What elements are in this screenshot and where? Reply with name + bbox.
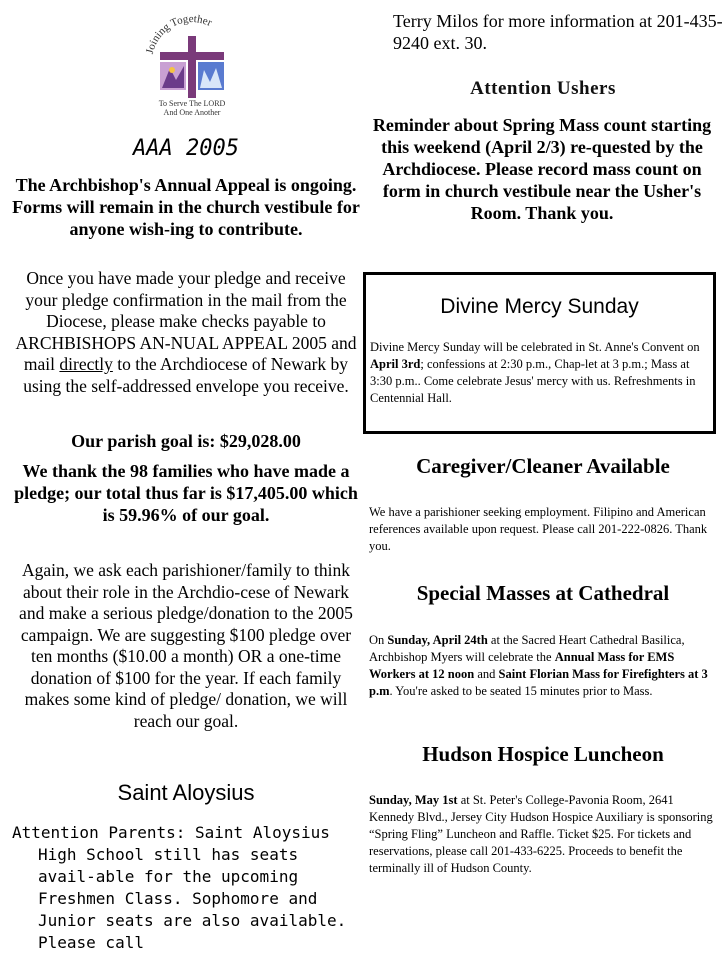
- aaa-intro: The Archbishop's Annual Appeal is ongoing. Forms will remain in the church vestibule for anyone wish-ing to contribute.: [12, 175, 360, 239]
- aaa-pledge-text-a: Once you have made your pledge and receive your pledge confirmation in the mail from the Diocese, please make checks payable to ARCHBISHOPS AN-NUAL APPEAL 2005 and mail: [15, 268, 357, 374]
- logo-tagline-2: And One Another: [163, 108, 221, 117]
- hospice-title: Hudson Hospice Luncheon: [422, 742, 664, 766]
- aaa-pledge-directly: directly: [59, 354, 113, 374]
- aaa-appeal-text: Again, we ask each parishioner/family to think about their role in the Archdio-cese of Newark and make a serious pledge/donation to the 2005 campaign. We are suggesting $100 pledge over ten months ($10.00 a month) OR a one-time donation of $100 for the year. If each family makes some kind of pledge/ donation, we will reach our goal.: [19, 560, 353, 731]
- hospice-text: at St. Peter's College-Pavonia Room, 2641 Kennedy Blvd., Jersey City Hudson Hospice Auxiliary is sponsoring “Spring Fling” Luncheon and Raffle. Ticket $25. For tickets and reservations, please call 201-433-6225. Proceeds to benefit the terminally ill of Hudson County.: [369, 793, 713, 875]
- aaa-pledge-instructions: [12, 268, 360, 397]
- cathedral-text-a: On: [369, 633, 388, 647]
- aaa-thanks: We thank the 98 families who have made a pledge; our total thus far is $17,405.00 which is 59.96% of our goal.: [14, 461, 358, 525]
- caregiver-body: We have a parishioner seeking employment. Filipino and American references available upon request. Please call 201-222-0826. Thank you.: [369, 505, 708, 553]
- hospice-date: Sunday, May 1st: [369, 793, 458, 807]
- parish-logo-icon: [142, 14, 242, 126]
- cathedral-ems-mass: Annual Mass for EMS Workers at 12 noon: [369, 650, 675, 681]
- cathedral-body: [369, 632, 721, 700]
- aloysius-first-line: Attention Parents: Saint Aloysius: [12, 823, 330, 842]
- divine-mercy-title: Divine Mercy Sunday: [440, 295, 639, 318]
- ushers-body: Reminder about Spring Mass count starting this weekend (April 2/3) re-quested by the Archdiocese. Please record mass count on form in church vestibule near the Usher's Room. Thank you.: [372, 115, 712, 223]
- divine-mercy-box: [363, 272, 716, 434]
- cathedral-florian-mass: Saint Florian Mass for Firefighters at 3 p.m: [369, 667, 708, 698]
- caregiver-title: Caregiver/Cleaner Available: [416, 454, 670, 478]
- hospice-body: [369, 792, 721, 877]
- parish-logo: [142, 14, 242, 126]
- cathedral-date: Sunday, April 24th: [387, 633, 488, 647]
- aaa-pledge-text-b: to the Archdiocese of Newark by using the self-addressed envelope you receive.: [23, 354, 349, 396]
- cathedral-text-b: at the Sacred Heart Cathedral Basilica, Archbishop Myers will celebrate the: [369, 633, 685, 664]
- svg-text:Joining Together: [144, 14, 214, 55]
- divine-mercy-text-b: ; confessions at 2:30 p.m., Chap-let at 3 p.m.; Mass at 3:30 p.m.. Come celebrate Jesus' mercy with us. Refreshments in Centennial Hall.: [370, 357, 696, 405]
- cathedral-title: Special Masses at Cathedral: [416, 581, 670, 605]
- divine-mercy-body: [370, 339, 709, 407]
- divine-mercy-text-a: Divine Mercy Sunday will be celebrated in St. Anne's Convent on: [370, 340, 700, 354]
- cathedral-text-c: and: [474, 667, 499, 681]
- ushers-title: Attention Ushers: [470, 78, 616, 99]
- cathedral-text-d: . You're asked to be seated 15 minutes prior to Mass.: [389, 684, 653, 698]
- aloysius-continued: Terry Milos for more information at 201-435-9240 ext. 30.: [393, 11, 723, 53]
- logo-arc-text: Joining Together: [143, 14, 214, 56]
- aloysius-title: Saint Aloysius: [117, 780, 255, 805]
- logo-tagline-1: To Serve The LORD: [158, 99, 226, 108]
- aloysius-body: [12, 822, 360, 954]
- aaa-title: AAA 2005: [133, 136, 239, 161]
- aloysius-rest: High School still has seats avail-able for the upcoming Freshmen Class. Sophomore and Junior seats are also available. Please call: [38, 845, 347, 952]
- divine-mercy-date: April 3rd: [370, 357, 421, 371]
- aaa-goal: Our parish goal is: $29,028.00: [71, 431, 301, 451]
